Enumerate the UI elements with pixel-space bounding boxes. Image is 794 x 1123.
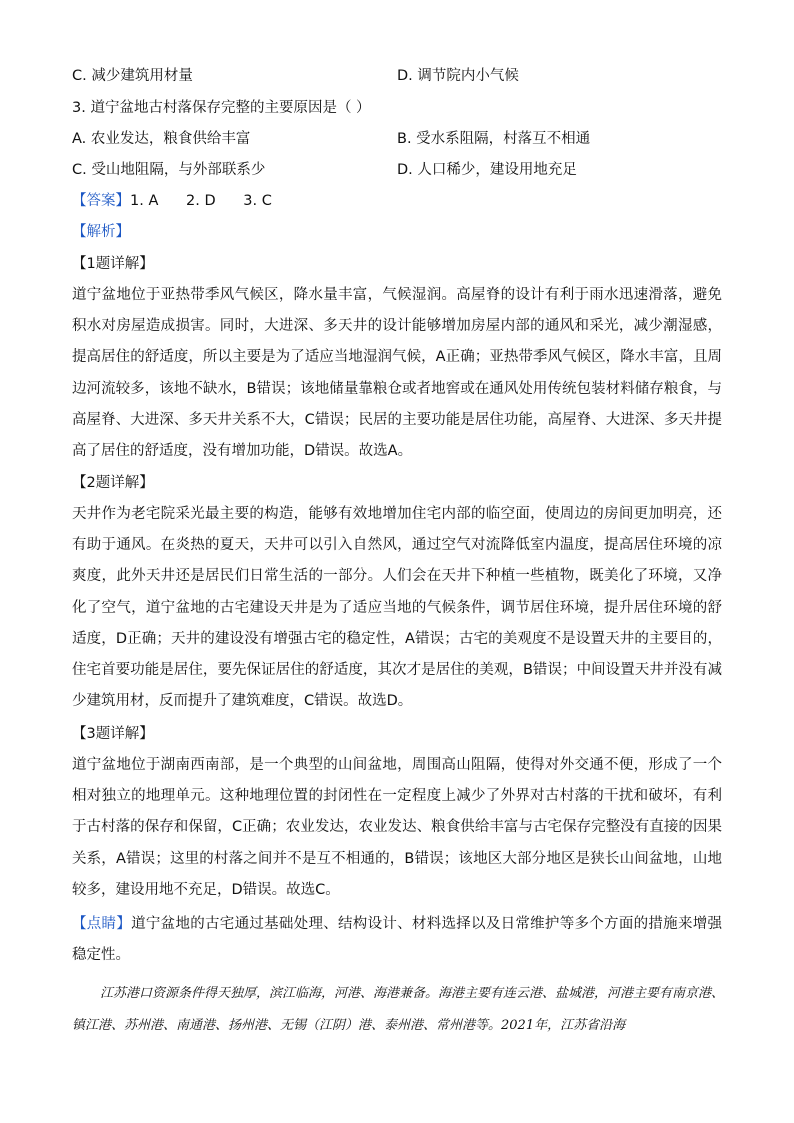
q2-options-row: [72, 64, 732, 88]
detail3-text: 道宁盆地位于湖南西南部，是一个典型的山间盆地，周围高山阻隔，使得对外交通不便，形成了一个相对独立的地理单元。这种地理位置的封闭性在一定程度上减少了外界对古村落的干扰和破坏，有利于古村落的保存和保留，C正确；农业发达，农业发达、粮食供给丰富与古宅保存完整没有直接的因果关系，A错误；这里的村落之间并不是互不相通的，B错误；该地区大部分地区是狭长山间盆地，山地较多，建设用地不充足，D错误。故选C。: [72, 757, 722, 898]
detail1-text: 道宁盆地位于亚热带季风气候区，降水量丰富，气候湿润。高屋脊的设计有利于雨水迅速滑落，避免积水对房屋造成损害。同时，大进深、多天井的设计能够增加房屋内部的通风和采光，减少潮湿感，提高居住的舒适度，所以主要是为了适应当地湿润气候，A正确；亚热带季风气候区，降水丰富，且周边河流较多，该地不缺水，B错误；该地储量靠粮仓或者地窖或在通风处用传统包装材料储存粮食，与高屋脊、大进深、多天井关系不大，C错误；民居的主要功能是居住功能，高屋脊、大进深、多天井提高了居住的舒适度，没有增加功能，D错误。故选A。: [72, 287, 722, 460]
q3-stem: 3. 道宁盆地古村落保存完整的主要原因是（ ）: [72, 100, 371, 116]
detail3-heading: 【3题详解】: [72, 726, 154, 742]
tip-label: 【点睛】: [72, 916, 132, 932]
detail1-heading: 【1题详解】: [72, 256, 154, 272]
analysis-label: 【解析】: [72, 224, 130, 240]
answer-values: 1. A 2. D 3. C: [130, 193, 272, 209]
q2-option-c: C. 减少建筑用材量: [72, 68, 193, 84]
q3-options-row-1: [72, 127, 732, 151]
reading-passage: 江苏港口资源条件得天独厚，滨江临海，河港、海港兼备。海港主要有连云港、盐城港，河港主要有南京港、镇江港、苏州港、南通港、扬州港、无锡（江阴）港、泰州港、常州港等。2021年，江苏省沿海: [72, 986, 725, 1033]
tip-block: [72, 909, 722, 971]
tip-text: 道宁盆地的古宅通过基础处理、结构设计、材料选择以及日常维护等多个方面的措施来增强稳定性。: [72, 916, 723, 963]
detail2-text: 天井作为老宅院采光最主要的构造，能够有效地增加住宅内部的临空面，使周边的房间更加明亮，还有助于通风。在炎热的夏天，天井可以引入自然风，通过空气对流降低室内温度，提高居住环境的凉爽度，此外天井还是居民们日常生活的一部分。人们会在天井下种植一些植物，既美化了环境，又净化了空气，道宁盆地的古宅建设天井是为了适应当地的气候条件，调节居住环境，提升居住环境的舒适度，D正确；天井的建设没有增强古宅的稳定性，A错误；古宅的美观度不是设置天井的主要目的，住宅首要功能是居住，要先保证居住的舒适度，其次才是居住的美观，B错误；中间设置天井并没有减少建筑用材，反而提升了建筑难度，C错误。故选D。: [72, 506, 722, 710]
q3-option-c: C. 受山地阻隔，与外部联系少: [72, 162, 266, 178]
q3-option-b: B. 受水系阻隔，村落互不相通: [397, 131, 591, 147]
q3-option-d: D. 人口稀少，建设用地充足: [397, 162, 577, 178]
answer-label: 【答案】: [72, 193, 130, 209]
answer-line: [72, 189, 272, 213]
q2-option-d: D. 调节院内小气候: [397, 68, 519, 84]
detail2-heading: 【2题详解】: [72, 475, 154, 491]
q3-option-a: A. 农业发达，粮食供给丰富: [72, 131, 251, 147]
q3-options-row-2: [72, 158, 732, 182]
